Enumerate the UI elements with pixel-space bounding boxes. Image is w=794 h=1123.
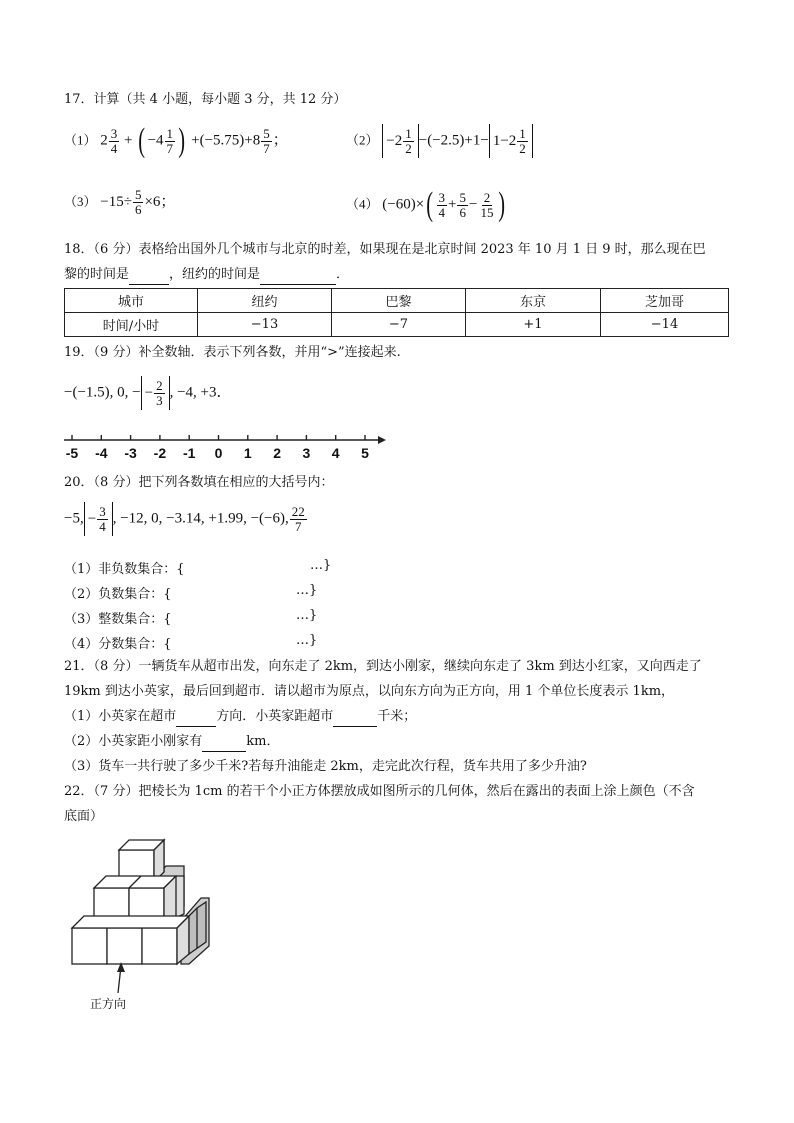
answer-blank[interactable] [202, 737, 246, 752]
q17-part2: （2） −2 $\frac{1}{2}$ −(−2.5)+1− 1−2 $\frac{1}{2}$ [346, 124, 533, 164]
axis-label: 3 [302, 445, 311, 461]
set-integer-label: （3）整数集合：{ [64, 612, 172, 627]
table-row: 城市 纽约 巴黎 东京 芝加哥 [65, 289, 729, 313]
axis-label: -2 [153, 445, 167, 461]
q21-line2: 19km 到达小英家，最后回到超市．请以超市为原点，以向东方向为正方向，用 1 个单位长度表示 1km， [64, 684, 675, 699]
q21-sub2: （2）小英家距小刚家有 km． [64, 732, 280, 752]
axis-label: 4 [331, 445, 340, 461]
answer-blank[interactable] [260, 270, 336, 285]
q21-sub1: （1）小英家在超市 方向．小英家距超市 千米； [64, 707, 416, 727]
set-fraction-close: …} [296, 633, 318, 648]
q18-line1: 18．（6 分）表格给出国外几个城市与北京的时差，如果现在是北京时间 2023 年 10 月 1 日 9 时，那么现在巴 [64, 242, 706, 257]
table-row: 时间/小时 −13 −7 +1 −14 [65, 313, 729, 337]
cube-stack-figure [66, 836, 216, 1014]
figure-label: 正方向 [90, 997, 127, 1011]
q17-part4: （4） (−60)×( $\frac{3}{4}$ + $\frac{5}{6}$ − $\frac{2}{15}$ ) [346, 186, 506, 223]
axis-label: -4 [95, 445, 108, 461]
axis-label: 2 [273, 445, 281, 461]
answer-blank[interactable] [333, 712, 377, 727]
q17-header: 17．计算（共 4 小题，每小题 3 分，共 12 分） [64, 92, 347, 107]
answer-blank[interactable] [129, 270, 169, 285]
q19-header: 19．（9 分）补全数轴．表示下列各数，并用“>”连接起来. [64, 345, 401, 360]
set-negative-close: …} [296, 583, 318, 598]
set-negative-label: （2）负数集合：{ [64, 587, 172, 602]
time-difference-table [64, 288, 729, 337]
set-nonnegative-close: …} [310, 558, 332, 573]
set-fraction-label: （4）分数集合：{ [64, 637, 172, 652]
q17-part3: （3） −15÷ $\frac{5}{6}$ ×6； [64, 187, 176, 217]
q22-line2: 底面） [64, 809, 104, 824]
axis-label: 0 [214, 445, 223, 461]
q18-line2: 黎的时间是 ，纽约的时间是 ． [64, 265, 349, 285]
q20-header: 20．（8 分）把下列各数填在相应的大括号内： [64, 475, 334, 490]
set-integer-close: …} [296, 608, 318, 623]
axis-label: -5 [65, 445, 79, 461]
q21-line1: 21．（8 分）一辆货车从超市出发，向东走了 2km，到达小刚家，继续向东走了 3km 到达小红家，又向西走了 [64, 659, 702, 674]
set-nonnegative-label: （1）非负数集合：{ [64, 562, 185, 577]
axis-label: 5 [361, 445, 369, 461]
number-line [60, 428, 390, 462]
axis-label: 1 [243, 445, 252, 461]
axis-label: -1 [182, 445, 196, 461]
q20-numbers: −5, − $\frac{3}{4}$ , −12, 0, −3.14, +1.99, −(−6), $\frac{22}{7}$ [64, 503, 305, 535]
q22-line1: 22．（7 分）把棱长为 1cm 的若干个小正方体摆放成如图所示的几何体，然后在露出的表面上涂上颜色（不含 [64, 784, 695, 799]
answer-blank[interactable] [176, 712, 216, 727]
q17-part1: （1） 2 $\frac{3}{4}$ + ( −4 $\frac{1}{7}$ ) +(−5.75)+8 $\frac{5}{7}$ ； [64, 122, 288, 159]
q21-sub3: （3）货车一共行驶了多少千米?若每升油能走 2km，走完此次行程，货车共用了多少升油? [64, 759, 587, 774]
axis-label: -3 [124, 445, 137, 461]
q19-numbers: −(−1.5), 0, − − $\frac{2}{3}$ , −4, +3． [64, 376, 232, 416]
